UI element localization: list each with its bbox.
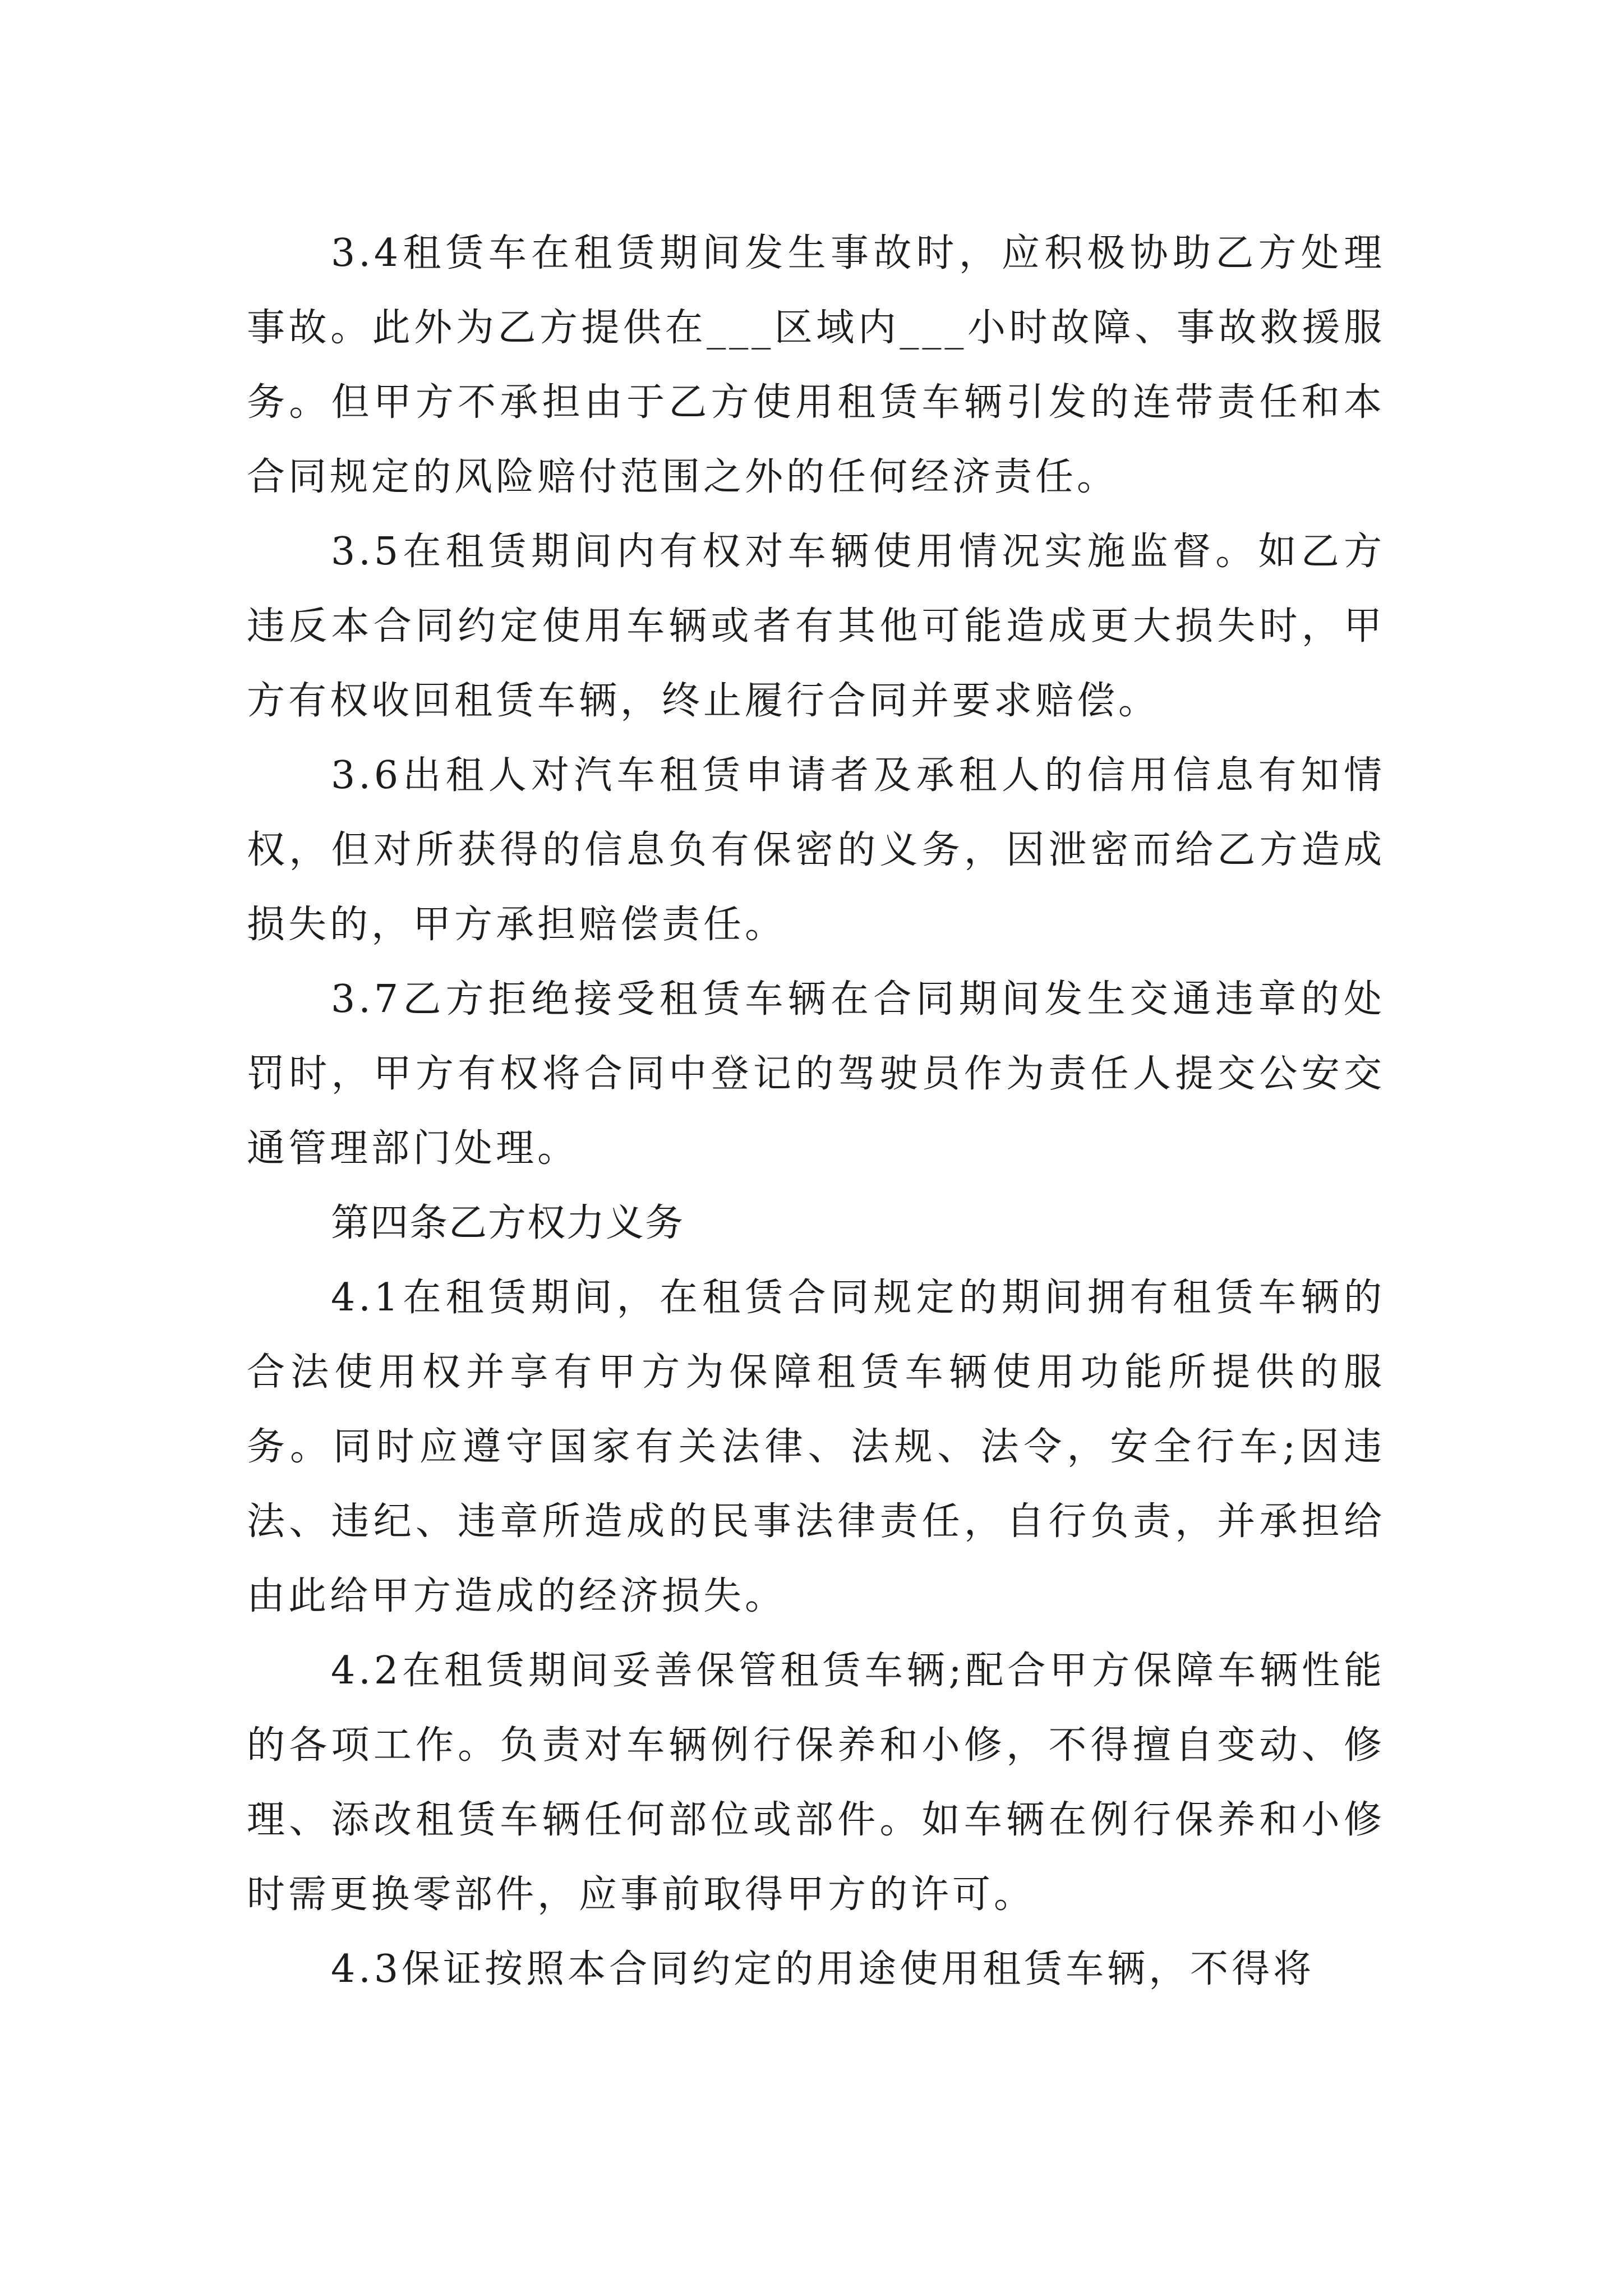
clause-3-5: 3.5在租赁期间内有权对车辆使用情况实施监督。如乙方违反本合同约定使用车辆或者有其他可能造成更大损失时，甲方有权收回租赁车辆，终止履行合同并要求赔偿。 [247,530,1385,723]
clause-4-1: 4.1在租赁期间，在租赁合同规定的期间拥有租赁车辆的合法使用权并享有甲方为保障租赁车辆使用功能所提供的服务。同时应遵守国家有关法律、法规、法令，安全行车;因违法、违纪、违章所造成的民事法律责任，自行负责，并承担给由此给甲方造成的经济损失。 [247,1276,1385,1618]
clause-4-3: 4.3保证按照本合同约定的用途使用租赁车辆，不得将 [331,1947,1315,1991]
clause-3-7: 3.7乙方拒绝接受租赁车辆在合同期间发生交通违章的处罚时，甲方有权将合同中登记的驾驶员作为责任人提交公安交通管理部门处理。 [247,977,1385,1171]
clause-4-2: 4.2在租赁期间妥善保管租赁车辆;配合甲方保障车辆性能的各项工作。负责对车辆例行保养和小修，不得擅自变动、修理、添改租赁车辆任何部位或部件。如车辆在例行保养和小修时需更换零部件，应事前取得甲方的许可。 [247,1649,1385,1917]
document-body [247,216,1385,2007]
clause-3-4: 3.4租赁车在租赁期间发生事故时，应积极协助乙方处理事故。此外为乙方提供在___区域内___小时故障、事故救援服务。但甲方不承担由于乙方使用租赁车辆引发的连带责任和本合同规定的风险赔付范围之外的任何经济责任。 [247,231,1385,499]
clause-3-6: 3.6出租人对汽车租赁申请者及承租人的信用信息有知情权，但对所获得的信息负有保密的义务，因泄密而给乙方造成损失的，甲方承担赔偿责任。 [247,753,1385,947]
article-4-heading: 第四条乙方权力义务 [331,1201,685,1245]
